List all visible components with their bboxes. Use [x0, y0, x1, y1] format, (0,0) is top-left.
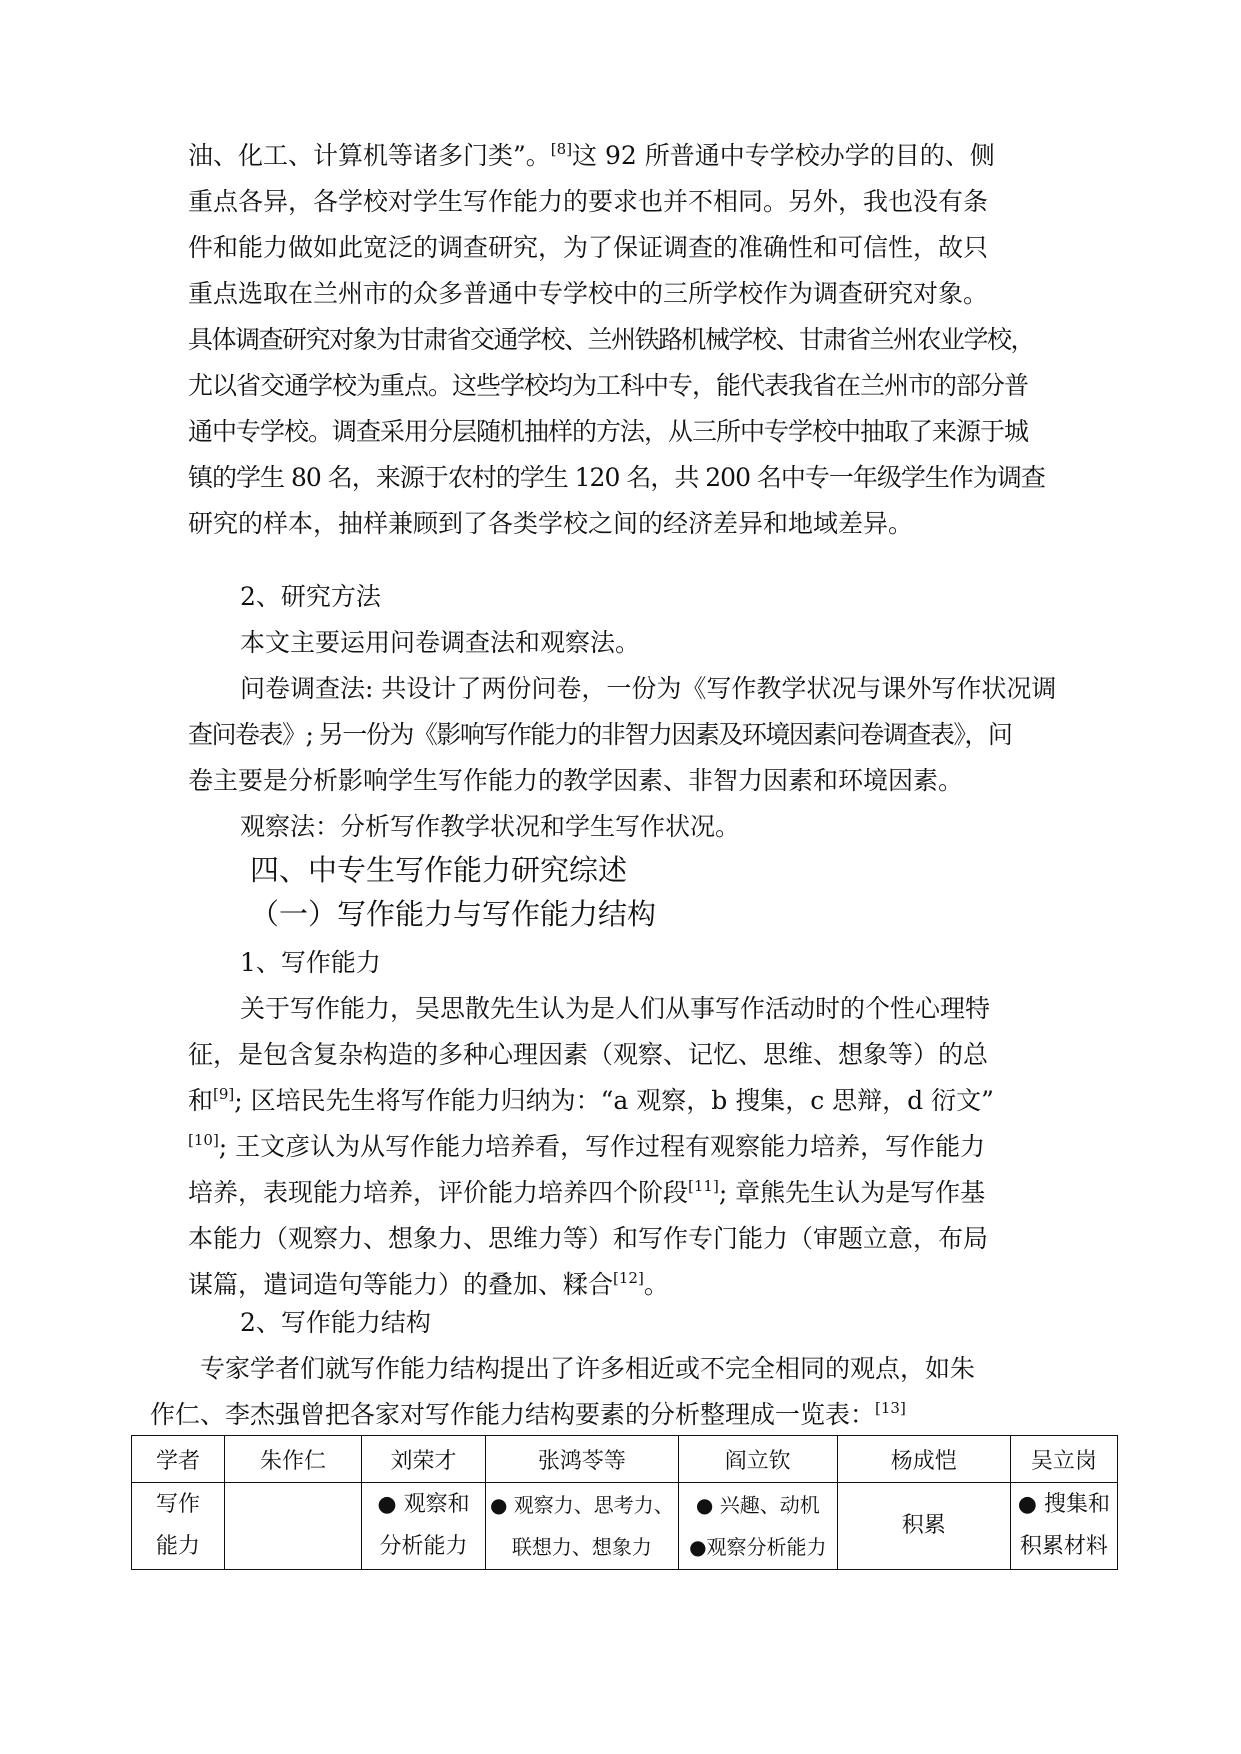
intro-paragraph	[188, 133, 1048, 547]
text-line: 谋篇，遣词造句等能力）的叠加、糅合	[188, 1270, 614, 1299]
citation-ref: [10]	[188, 1131, 219, 1149]
methods-intro: 本文主要运用问卷调查法和观察法。	[240, 628, 641, 657]
citation-ref: [11]	[688, 1177, 719, 1195]
subheading-structure: 2、写作能力结构	[240, 1308, 431, 1337]
text-line: 本能力（观察力、想象力、思维力等）和写作专门能力（审题立意，布局	[188, 1224, 989, 1253]
text-line: 和	[188, 1086, 214, 1115]
header-cell: 刘荣才	[362, 1436, 486, 1483]
text-line: 问卷调查法: 共设计了两份问卷，一份为《写作教学状况与课外写作状况调	[240, 674, 1057, 703]
text-line: ; 区培民先生将写作能力归纳为：“a 观察，b 搜集，c 思辩，d 衍文”	[234, 1086, 994, 1115]
text-line: 重点各异，各学校对学生写作能力的要求也并不相同。另外，我也没有条	[188, 187, 989, 216]
table-cell: ● 观察和 分析能力	[362, 1483, 486, 1570]
text-line: 尤以省交通学校为重点。这些学校均为工科中专，能代表我省在兰州市的部分普	[188, 371, 1029, 400]
text-line: 研究的样本，抽样兼顾到了各类学校之间的经济差异和地域差异。	[188, 509, 914, 538]
header-cell: 朱作仁	[225, 1436, 362, 1483]
table-header-row	[132, 1436, 1118, 1483]
text-line: 通中专学校。调查采用分层随机抽样的方法，从三所中专学校中抽取了来源于城	[188, 417, 1029, 446]
header-cell: 张鸿苓等	[486, 1436, 679, 1483]
citation-ref: [9]	[213, 1085, 235, 1103]
ability-paragraph	[188, 986, 1048, 1308]
section-title: 四、中专生写作能力研究综述	[250, 853, 628, 887]
text-line: 卷主要是分析影响学生写作能力的教学因素、非智力因素和环境因素。	[188, 766, 964, 795]
text-line: 关于写作能力，吴思散先生认为是人们从事写作活动时的个性心理特	[240, 994, 991, 1023]
table-cell: ● 兴趣、动机 ●观察分析能力	[678, 1483, 837, 1570]
observation-line: 观察法：分析写作教学状况和学生写作状况。	[240, 812, 741, 841]
text-line: 油、化工、计算机等诸多门类”。	[188, 141, 551, 170]
text-line: 征，是包含复杂构造的多种心理因素（观察、记忆、思维、想象等）的总	[188, 1040, 989, 1069]
text-line: 重点选取在兰州市的众多普通中专学校中的三所学校作为调查研究对象。	[188, 279, 989, 308]
citation-ref: [13]	[875, 1399, 906, 1417]
header-cell: 杨成恺	[837, 1436, 1010, 1483]
header-cell: 吴立岗	[1010, 1436, 1117, 1483]
table-row	[132, 1483, 1118, 1570]
header-cell: 阎立钦	[678, 1436, 837, 1483]
header-cell: 学者	[132, 1436, 225, 1483]
table-cell: ● 观察力、思考力、 联想力、想象力	[486, 1483, 679, 1570]
questionnaire-paragraph	[188, 666, 1057, 804]
table-cell: 积累	[837, 1483, 1010, 1570]
subheading-ability: 1、写作能力	[240, 948, 381, 977]
ability-structure-table	[131, 1435, 1118, 1570]
subsection-title: （一）写作能力与写作能力结构	[250, 897, 657, 931]
text-line: 这 92 所普通中专学校办学的目的、侧	[572, 141, 995, 170]
citation-ref: [12]	[613, 1269, 644, 1287]
text-line: 镇的学生 80 名，来源于农村的学生 120 名，共 200 名中专一年级学生作为调查	[188, 463, 1045, 492]
table-cell-empty	[225, 1483, 362, 1570]
row-label-cell: 写作 能力	[132, 1483, 225, 1570]
text-line: 具体调查研究对象为甘肃省交通学校、兰州铁路机械学校、甘肃省兰州农业学校，	[188, 325, 1035, 354]
text-line: 。	[643, 1270, 669, 1299]
text-line: 查问卷表》; 另一份为《影响写作能力的非智力因素及环境因素问卷调查表》，问	[188, 720, 1012, 749]
text-line: ; 王文彦认为从写作能力培养看，写作过程有观察能力培养，写作能力	[218, 1132, 986, 1161]
methods-heading: 2、研究方法	[240, 582, 381, 611]
text-line: 作仁、李杰强曾把各家对写作能力结构要素的分析整理成一览表：	[150, 1400, 876, 1429]
text-line: ; 章熊先生认为是写作基	[718, 1178, 986, 1207]
text-line: 培养，表现能力培养，评价能力培养四个阶段	[188, 1178, 689, 1207]
text-line: 件和能力做如此宽泛的调查研究，为了保证调查的准确性和可信性，故只	[188, 233, 989, 262]
table-cell: ● 搜集和 积累材料	[1010, 1483, 1117, 1570]
citation-ref: [8]	[550, 140, 573, 158]
structure-paragraph	[150, 1346, 1050, 1438]
text-line: 专家学者们就写作能力结构提出了许多相近或不完全相同的观点，如朱	[200, 1354, 976, 1383]
